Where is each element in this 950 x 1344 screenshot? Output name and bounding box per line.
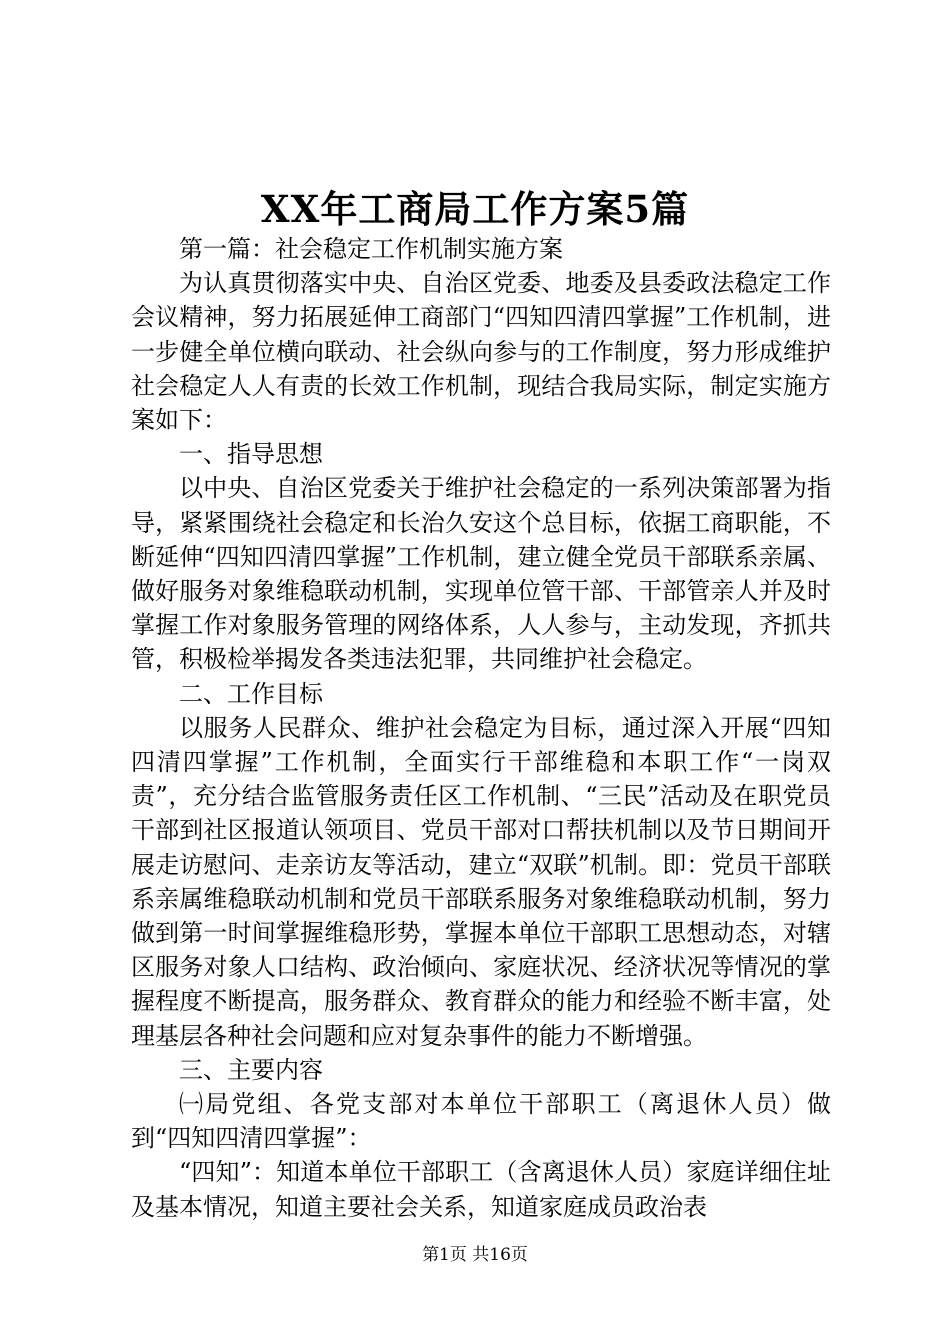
section-heading: 二、工作目标 xyxy=(179,679,323,708)
page-footer: 第1页 共16页 xyxy=(422,1245,528,1265)
section-heading: 一、指导思想 xyxy=(179,440,323,469)
paragraph: “四知”：知道本单位干部职工（含离退休人员）家庭详细住址及基本情况，知道主要社会关系，知道家庭成员政治表 xyxy=(131,1158,831,1221)
section-subtitle: 第一篇：社会稳定工作机制实施方案 xyxy=(179,235,563,263)
paragraph: ㈠局党组、各党支部对本单位干部职工（离退休人员）做到“四知四清四掌握”： xyxy=(131,1090,831,1153)
paragraph: 以中央、自治区党委关于维护社会稳定的一系列决策部署为指导，紧紧围绕社会稳定和长治久安这个总目标，依据工商职能，不断延伸“四知四清四掌握”工作机制，建立健全党员干部联系亲属、做好服务对象维稳联动机制，实现单位管干部、干部管亲人并及时掌握工作对象服务管理的网络体系，人人参与，主动发现，齐抓共管，积极检举揭发各类违法犯罪，共同维护社会稳定。 xyxy=(131,474,831,674)
document-title: XX年工商局工作方案5篇 xyxy=(260,187,690,231)
section-heading: 三、主要内容 xyxy=(179,1055,323,1084)
paragraph: 为认真贯彻落实中央、自治区党委、地委及县委政法稳定工作会议精神，努力拓展延伸工商部门“四知四清四掌握”工作机制，进一步健全单位横向联动、社会纵向参与的工作制度，努力形成维护社会稳定人人有责的长效工作机制，现结合我局实际，制定实施方案如下： xyxy=(131,269,831,435)
paragraph: 以服务人民群众、维护社会稳定为目标，通过深入开展“四知四清四掌握”工作机制，全面实行干部维稳和本职工作“一岗双责”，充分结合监管服务责任区工作机制、“三民”活动及在职党员干部到社区报道认领项目、党员干部对口帮扶机制以及节日期间开展走访慰问、走亲访友等活动，建立“双联”机制。即：党员干部联系亲属维稳联动机制和党员干部联系服务对象维稳联动机制，努力做到第一时间掌握维稳形势，掌握本单位干部职工思想动态，对辖区服务对象人口结构、政治倾向、家庭状况、经济状况等情况的掌握程度不断提高，服务群众、教育群众的能力和经验不断丰富，处理基层各种社会问题和应对复杂事件的能力不断增强。 xyxy=(131,713,831,1050)
document-body xyxy=(131,232,831,1224)
